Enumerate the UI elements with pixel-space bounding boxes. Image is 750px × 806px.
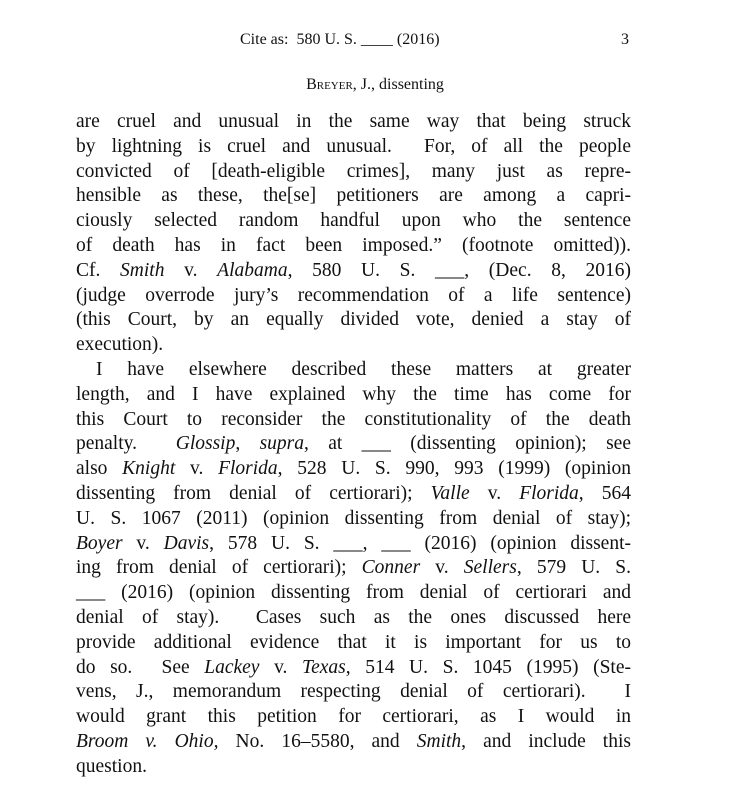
case-name-italic: Sellers: [463, 557, 517, 579]
case-name-italic: Knight: [122, 458, 176, 480]
text-run: of death has in fact been imposed.” (footnote omitted)).: [76, 234, 631, 256]
case-name-italic: Florida: [218, 458, 278, 480]
text-run: ___ (2016) (opinion dissenting from denial of certiorari and: [76, 582, 631, 604]
opinion-body: [76, 110, 631, 780]
case-name-italic: Boyer: [76, 532, 123, 554]
case-name-italic: Glossip: [175, 433, 236, 455]
text-run: execution).: [76, 334, 164, 356]
case-name-italic: Davis: [163, 532, 210, 554]
text-line: [76, 358, 631, 383]
case-name-italic: Smith: [416, 730, 462, 752]
opinion-author-line: [0, 76, 750, 94]
text-line: [76, 556, 631, 581]
case-name-italic: Alabama: [217, 259, 288, 281]
text-run: dissenting from denial of certiorari);: [76, 482, 431, 504]
text-run: I have elsewhere described these matters at greater: [96, 358, 631, 380]
text-line: [76, 234, 631, 259]
case-name-italic: Texas: [302, 656, 346, 678]
text-run: v.: [469, 482, 520, 504]
text-run: penalty.: [76, 433, 176, 455]
text-run: , 580 U. S. ___, (Dec. 8, 2016): [287, 259, 632, 281]
text-line: [76, 135, 631, 160]
case-name-italic: Smith: [120, 259, 165, 281]
text-line: [76, 581, 631, 606]
text-run: , 514 U. S. 1045 (1995) (Ste-: [345, 656, 631, 678]
text-run: (judge overrode jury’s recommendation of a life sentence): [76, 284, 631, 306]
text-line: [76, 656, 631, 681]
case-name-italic: Valle: [430, 482, 470, 504]
text-run: No. 16–5580, and: [218, 730, 417, 752]
text-run: , 528 U. S. 990, 993 (1999) (opinion: [277, 458, 631, 480]
case-name-italic: Florida: [519, 482, 579, 504]
text-run: , 564: [578, 482, 632, 504]
text-line: [76, 457, 631, 482]
citation-header: Cite as: 580 U. S. ____ (2016): [240, 31, 440, 48]
text-run: U. S. 1067 (2011) (opinion dissenting from denial of stay);: [76, 507, 631, 529]
text-run: ciously selected random handful upon who the sentence: [76, 210, 631, 232]
text-run: convicted of [death-eligible crimes], many just as repre-: [76, 160, 631, 182]
author-name: Breyer: [306, 76, 353, 93]
author-designation: , J., dissenting: [352, 76, 444, 93]
text-line: [76, 184, 631, 209]
text-run: question.: [76, 755, 147, 777]
text-run: v.: [122, 532, 164, 554]
text-run: , 578 U. S. ___, ___ (2016) (opinion dissent-: [209, 532, 631, 554]
text-line: [76, 284, 631, 309]
page-number: 3: [621, 31, 629, 48]
text-run: vens, J., memorandum respecting denial of certiorari). I: [76, 681, 631, 703]
case-name-italic: Conner: [361, 557, 421, 579]
text-line: [76, 383, 631, 408]
text-run: , 579 U. S.: [516, 557, 631, 579]
text-run: length, and I have explained why the time has come for: [76, 383, 631, 405]
text-run: denial of stay). Cases such as the ones discussed here: [76, 606, 631, 628]
text-run: v.: [164, 259, 218, 281]
text-run: (this Court, by an equally divided vote, denied a stay of: [76, 309, 631, 331]
text-run: are cruel and unusual in the same way that being struck: [76, 111, 631, 132]
text-line: [76, 160, 631, 185]
text-line: [76, 482, 631, 507]
text-run: provide additional evidence that it is important for us to: [76, 631, 631, 653]
text-line: [76, 680, 631, 705]
text-run: ing from denial of certiorari);: [76, 557, 362, 579]
text-line: [76, 432, 631, 457]
text-line: [76, 606, 631, 631]
text-line: [76, 507, 631, 532]
text-run: , and include this: [461, 730, 631, 752]
text-line: [76, 333, 631, 358]
running-head: [0, 31, 750, 53]
text-line: [76, 259, 631, 284]
case-name-italic: supra: [259, 433, 305, 455]
text-run: do so. See: [76, 656, 205, 678]
text-line: [76, 532, 631, 557]
text-run: would grant this petition for certiorari, as I would in: [76, 706, 631, 728]
case-name-italic: Broom v. Ohio,: [76, 730, 219, 752]
text-line: [76, 408, 631, 433]
text-line: [76, 730, 631, 755]
text-line: [76, 755, 631, 780]
text-run: v.: [259, 656, 303, 678]
case-name-italic: Lackey: [204, 656, 260, 678]
text-run: Cf.: [76, 259, 121, 281]
text-run: hensible as these, the[se] petitioners are among a capri-: [76, 185, 631, 207]
text-run: v.: [175, 458, 219, 480]
text-line: [76, 209, 631, 234]
text-run: this Court to reconsider the constitutionality of the death: [76, 408, 631, 430]
text-run: ,: [235, 433, 260, 455]
text-run: v.: [420, 557, 464, 579]
text-run: also: [76, 458, 123, 480]
text-line: [76, 110, 631, 135]
text-run: by lightning is cruel and unusual. For, of all the people: [76, 135, 631, 157]
text-line: [76, 705, 631, 730]
text-line: [76, 308, 631, 333]
text-run: , at ___ (dissenting opinion); see: [304, 433, 631, 455]
text-line: [76, 631, 631, 656]
